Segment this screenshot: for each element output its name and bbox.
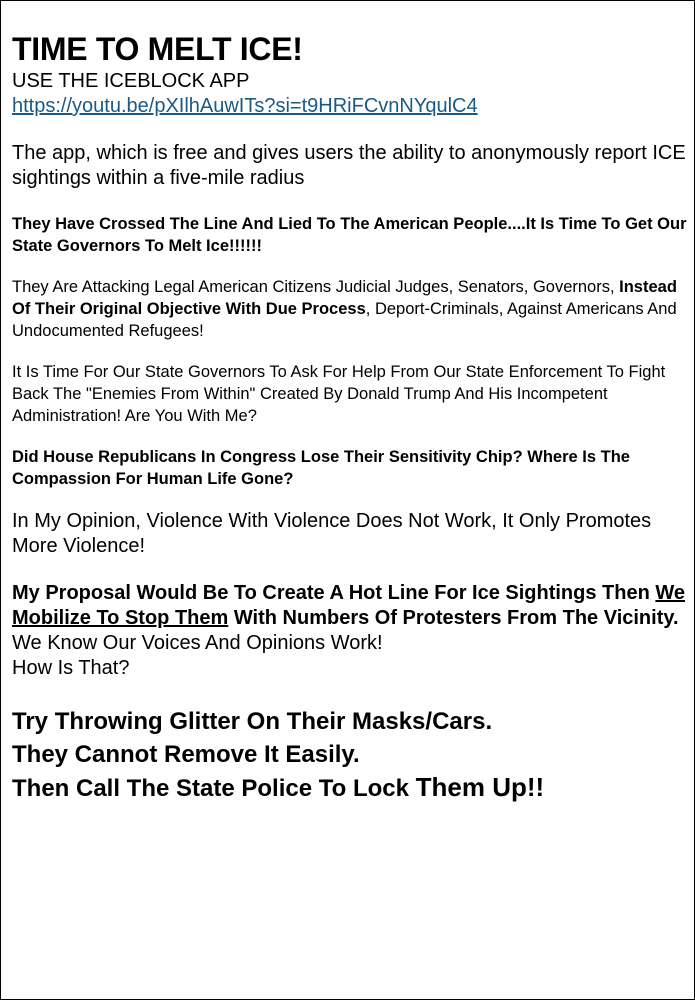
spacer [12, 191, 688, 213]
opinion-paragraph: In My Opinion, Violence With Violence Does Not Work, It Only Promotes More Violence! [12, 510, 652, 557]
attacking-text-3: , Deport-Criminals, Against Americans And Undocumented Refugees! [12, 300, 677, 340]
proposal-text-underlined: We Mobilize To Stop Them [12, 582, 686, 629]
youtube-link[interactable]: https://youtu.be/pXIlhAuwITs?si=t9HRiFCvnNYqulC4 [12, 95, 478, 117]
final-line-1: Try Throwing Glitter On Their Masks/Cars. [12, 708, 493, 735]
proposal-text-3: With Numbers Of Protesters From The Vicinity. [228, 607, 679, 629]
final-line-3b: Them Up!! [415, 772, 545, 802]
governors-paragraph: It Is Time For Our State Governors To Ask For Help From Our State Enforcement To Fight Back The "Enemies From Within" Created By Donald Trump And His Incompetent Administration! Are You With Me? [12, 363, 666, 425]
app-description: The app, which is free and gives users the ability to anonymously report ICE sightings within a five-mile radius [12, 142, 686, 189]
crossed-line-paragraph: They Have Crossed The Line And Lied To The American People....It Is Time To Get Our State Governors To Melt Ice!!!!!! [12, 215, 687, 255]
attacking-text-1: They Are Attacking Legal American Citizens Judicial Judges, Senators, Governors, [12, 278, 620, 296]
spacer [12, 257, 688, 276]
proposal-question: How Is That? [12, 657, 130, 679]
final-line-2: They Cannot Remove It Easily. [12, 741, 360, 768]
spacer [12, 681, 688, 705]
spacer [12, 427, 688, 446]
spacer [12, 342, 688, 361]
spacer [12, 490, 688, 509]
attacking-paragraph [12, 276, 688, 342]
page-title: TIME TO MELT ICE! [12, 31, 303, 67]
republicans-paragraph: Did House Republicans In Congress Lose Their Sensitivity Chip? Where Is The Compassion For Human Life Gone? [12, 448, 630, 488]
spacer [12, 559, 688, 581]
final-line-3 [12, 771, 688, 805]
proposal-text-4: We Know Our Voices And Opinions Work! [12, 632, 383, 654]
document-body [12, 31, 688, 805]
proposal-text-1: My Proposal Would Be To Create A Hot Line For Ice Sightings Then [12, 582, 656, 604]
final-line-3a: Then Call The State Police To Lock [12, 775, 416, 802]
proposal-paragraph [12, 581, 688, 656]
subtitle: USE THE ICEBLOCK APP [12, 70, 250, 92]
attacking-text-bold: Instead Of Their Original Objective With Due Process [12, 278, 677, 318]
spacer [12, 119, 688, 141]
